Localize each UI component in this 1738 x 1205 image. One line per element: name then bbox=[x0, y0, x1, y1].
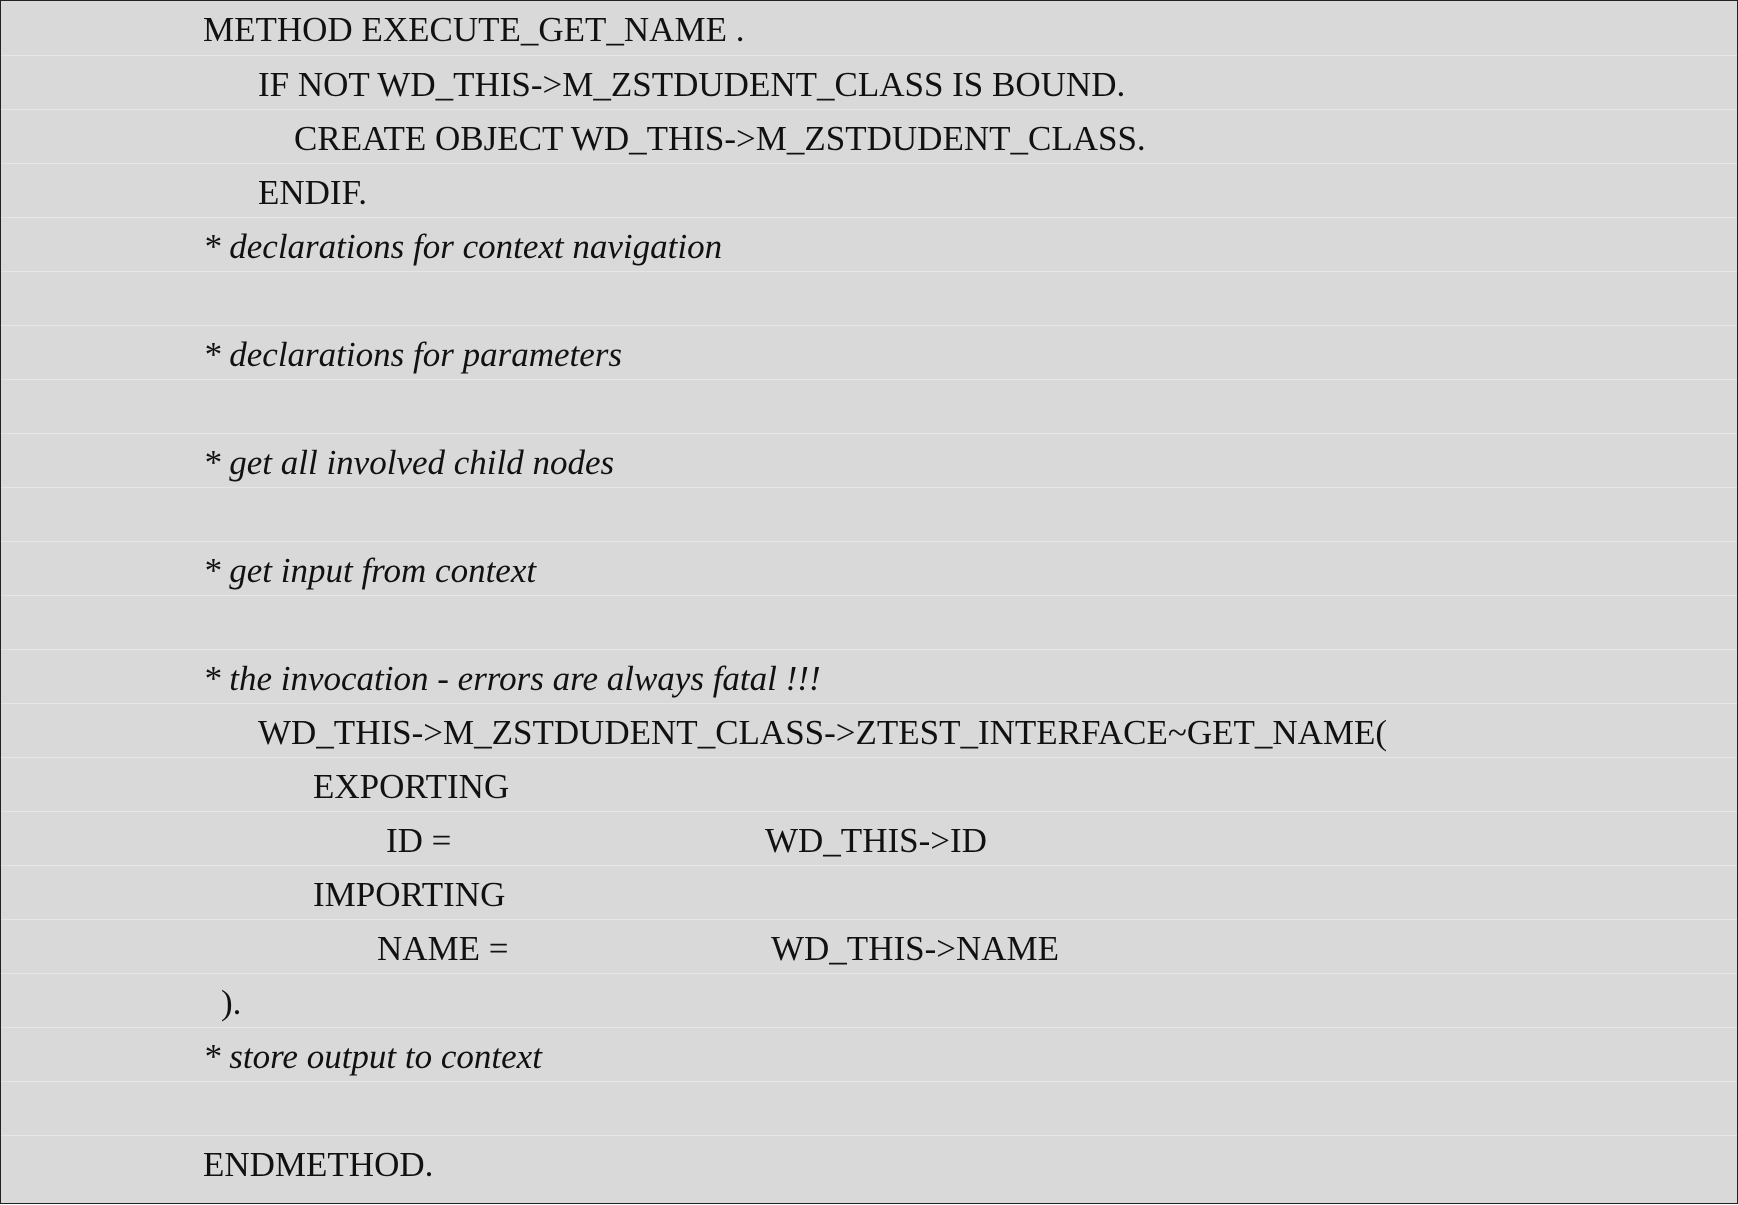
parameter-name: NAME = bbox=[377, 929, 509, 968]
code-text: ). bbox=[221, 983, 242, 1022]
parameter-value: WD_THIS->ID bbox=[765, 821, 987, 860]
blank-line bbox=[1, 271, 1737, 325]
blank-line bbox=[1, 487, 1737, 541]
code-line bbox=[1, 973, 1737, 1027]
code-text: ENDMETHOD. bbox=[203, 1145, 434, 1184]
code-line bbox=[1, 811, 1737, 865]
comment-text: * store output to context bbox=[203, 1037, 542, 1076]
code-line bbox=[1, 109, 1737, 163]
code-text: EXPORTING bbox=[313, 767, 510, 806]
code-line bbox=[1, 1, 1737, 55]
comment-line bbox=[1, 217, 1737, 271]
code-line bbox=[1, 919, 1737, 973]
code-text: ENDIF. bbox=[258, 173, 367, 212]
comment-text: * get input from context bbox=[203, 551, 537, 590]
comment-line bbox=[1, 1027, 1737, 1081]
comment-line bbox=[1, 325, 1737, 379]
code-text: IMPORTING bbox=[313, 875, 506, 914]
code-text: METHOD EXECUTE_GET_NAME . bbox=[203, 10, 745, 49]
blank-line bbox=[1, 1081, 1737, 1135]
parameter-value: WD_THIS->NAME bbox=[771, 929, 1060, 968]
code-line bbox=[1, 1135, 1737, 1189]
comment-line bbox=[1, 433, 1737, 487]
code-line bbox=[1, 865, 1737, 919]
code-text: WD_THIS->M_ZSTDUDENT_CLASS->ZTEST_INTERFACE~GET_NAME( bbox=[258, 713, 1388, 752]
comment-text: * get all involved child nodes bbox=[203, 443, 615, 482]
code-line bbox=[1, 757, 1737, 811]
code-text: IF NOT WD_THIS->M_ZSTDUDENT_CLASS IS BOUND. bbox=[258, 65, 1126, 104]
code-line bbox=[1, 703, 1737, 757]
code-line bbox=[1, 55, 1737, 109]
code-line bbox=[1, 163, 1737, 217]
comment-line bbox=[1, 541, 1737, 595]
comment-text: * the invocation - errors are always fatal !!! bbox=[203, 659, 821, 698]
comment-line bbox=[1, 649, 1737, 703]
comment-text: * declarations for parameters bbox=[203, 335, 623, 374]
blank-line bbox=[1, 595, 1737, 649]
blank-line bbox=[1, 379, 1737, 433]
comment-text: * declarations for context navigation bbox=[203, 227, 723, 266]
parameter-name: ID = bbox=[386, 821, 452, 860]
code-text: CREATE OBJECT WD_THIS->M_ZSTDUDENT_CLASS. bbox=[294, 119, 1146, 158]
